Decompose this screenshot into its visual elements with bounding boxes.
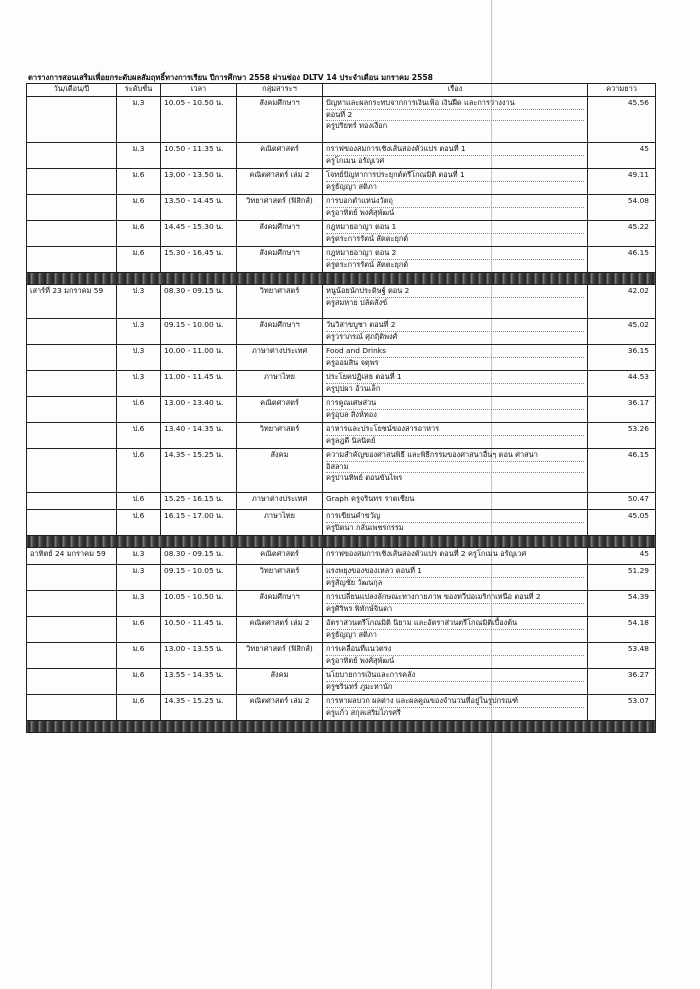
- level-cell: ม.3: [117, 565, 161, 591]
- topic-line: ครูปิตนา กลั่นเพชรกรรม: [326, 522, 404, 532]
- topic-line: ครูแก้ว สกุลเสริมไกรศรี: [326, 707, 401, 717]
- level-cell: ม.6: [117, 221, 161, 247]
- date-cell: [27, 643, 117, 669]
- table-row: [27, 319, 656, 345]
- level-cell: ม.6: [117, 643, 161, 669]
- topic-line: อิสลาม: [326, 462, 584, 474]
- date-cell: [27, 695, 117, 721]
- subject-cell: คณิตศาสตร์: [237, 397, 323, 423]
- topic-cell: [323, 643, 588, 669]
- length-cell: 49.11: [588, 169, 656, 195]
- length-cell: 36.17: [588, 397, 656, 423]
- subject-cell: สังคม: [237, 669, 323, 695]
- date-cell: [27, 345, 117, 371]
- level-cell: ม.6: [117, 695, 161, 721]
- level-cell: ป.3: [117, 319, 161, 345]
- time-cell: 15.25 - 16.15 น.: [161, 493, 237, 510]
- time-cell: 13.00 - 13.40 น.: [161, 397, 237, 423]
- length-cell: 45.56: [588, 97, 656, 143]
- table-row: [27, 643, 656, 669]
- date-cell: [27, 143, 117, 169]
- time-cell: 09.15 - 10.05 น.: [161, 565, 237, 591]
- topic-line: ครูออมสิน จตุพร: [326, 357, 379, 367]
- topic-cell: [323, 548, 588, 565]
- topic-line: ครูวราภรณ์ ศุภฤิติพงศ์: [326, 331, 398, 341]
- length-cell: 46.15: [588, 247, 656, 273]
- level-cell: ป.6: [117, 397, 161, 423]
- length-cell: 46.15: [588, 449, 656, 493]
- table-row: [27, 371, 656, 397]
- topic-cell: [323, 591, 588, 617]
- time-cell: 10.05 - 10.50 น.: [161, 97, 237, 143]
- topic-line: ครูธัญญา สติภา: [326, 181, 377, 191]
- topic-cell: [323, 669, 588, 695]
- separator-cell: [27, 536, 656, 548]
- topic-cell: [323, 247, 588, 273]
- time-cell: 15.30 - 16.45 น.: [161, 247, 237, 273]
- table-row: [27, 493, 656, 510]
- subject-cell: ภาษาไทย: [237, 510, 323, 536]
- time-cell: 14.35 - 15.25 น.: [161, 695, 237, 721]
- time-cell: 16.15 - 17.00 น.: [161, 510, 237, 536]
- subject-cell: วิทยาศาสตร์ (ฟิสิกส์): [237, 195, 323, 221]
- topic-line: ครูลฎดี นิลนิตย์: [326, 435, 376, 445]
- length-cell: 53.26: [588, 423, 656, 449]
- day-separator-band: [27, 536, 656, 548]
- date-cell: [27, 247, 117, 273]
- time-cell: 13.50 - 14.45 น.: [161, 195, 237, 221]
- topic-line: ครูอาทิตย์ พงศ์สุพัฒน์: [326, 655, 395, 665]
- subject-cell: สังคม: [237, 449, 323, 493]
- separator-cell: [27, 273, 656, 285]
- level-cell: ม.6: [117, 617, 161, 643]
- page-title: ตารางการสอนเสริมเพื่อยกระดับผลสัมฤทธิ์ทางการเรียน ปีการศึกษา 2558 ผ่านช่อง DLTV 14 ประจำเดือน มกราคม 2558: [28, 73, 433, 82]
- date-cell: [27, 591, 117, 617]
- subject-cell: ภาษาต่างประเทศ: [237, 345, 323, 371]
- length-cell: 54.18: [588, 617, 656, 643]
- column-header-subject: กลุ่มสาระฯ: [237, 84, 323, 97]
- length-cell: 45: [588, 548, 656, 565]
- table-row: [27, 285, 656, 319]
- topic-line: อาหารและประโยชน์ของสารอาหาร: [326, 424, 584, 436]
- column-header-length: ความยาว: [588, 84, 656, 97]
- level-cell: ม.6: [117, 669, 161, 695]
- table-row: [27, 423, 656, 449]
- schedule-table: [26, 83, 656, 733]
- length-cell: 45.02: [588, 319, 656, 345]
- subject-cell: คณิตศาสตร์ เล่ม 2: [237, 695, 323, 721]
- topic-cell: [323, 371, 588, 397]
- time-cell: 10.50 - 11.45 น.: [161, 617, 237, 643]
- topic-line: ครูสัญชัย วัฒนกุล: [326, 577, 383, 587]
- table-row: [27, 449, 656, 493]
- table-row: [27, 195, 656, 221]
- day-separator-band: [27, 721, 656, 733]
- subject-cell: คณิตศาสตร์: [237, 548, 323, 565]
- table-row: [27, 510, 656, 536]
- date-cell: [27, 669, 117, 695]
- date-cell: [27, 449, 117, 493]
- table-row: [27, 97, 656, 143]
- subject-cell: วิทยาศาสตร์ (ฟิสิกส์): [237, 643, 323, 669]
- subject-cell: สังคมศึกษาฯ: [237, 221, 323, 247]
- separator-cell: [27, 721, 656, 733]
- topic-line: ปัญหาและผลกระทบจากการเงินเฟ้อ เงินฝืด และการว่างงาน: [326, 98, 584, 110]
- level-cell: ป.6: [117, 423, 161, 449]
- topic-line: วันวิสาขบูชา ตอนที่ 2: [326, 320, 584, 332]
- topic-line: กราฟของสมการเชิงเส้นสองตัวแปร ตอนที่ 1: [326, 144, 584, 156]
- subject-cell: สังคมศึกษาฯ: [237, 591, 323, 617]
- level-cell: ม.6: [117, 195, 161, 221]
- topic-line: การเขียนคำขวัญ: [326, 511, 584, 523]
- length-cell: 53.07: [588, 695, 656, 721]
- topic-cell: [323, 221, 588, 247]
- topic-line: การหาผลบวก ผลต่าง และผลคูณของจำนวนที่อยู่ในรูปกรณฑ์: [326, 696, 584, 708]
- table-row: [27, 221, 656, 247]
- time-cell: 14.45 - 15.30 น.: [161, 221, 237, 247]
- length-cell: 36.15: [588, 345, 656, 371]
- topic-line: กฎหมายอาญา ตอน 1: [326, 222, 584, 234]
- topic-line: ประโยคปฏิเสธ ตอนที่ 1: [326, 372, 584, 384]
- table-row: [27, 169, 656, 195]
- length-cell: 44.53: [588, 371, 656, 397]
- time-cell: 08.30 - 09.15 น.: [161, 285, 237, 319]
- time-cell: 13.00 - 13.55 น.: [161, 643, 237, 669]
- topic-cell: [323, 285, 588, 319]
- level-cell: ม.6: [117, 169, 161, 195]
- table-row: [27, 397, 656, 423]
- topic-cell: [323, 397, 588, 423]
- topic-cell: [323, 493, 588, 510]
- topic-line: กราฟของสมการเชิงเส้นสองตัวแปร ตอนที่ 2 ครูโกเมน อรัญเวศ: [326, 549, 527, 558]
- topic-cell: [323, 449, 588, 493]
- subject-cell: ภาษาต่างประเทศ: [237, 493, 323, 510]
- topic-line: ความสำคัญของศาสนพิธี และพิธีกรรมของศาสนาอื่นๆ ตอน ศาสนา: [326, 450, 584, 462]
- time-cell: 11.00 - 11.45 น.: [161, 371, 237, 397]
- date-cell: เสาร์ที่ 23 มกราคม 59: [27, 285, 117, 319]
- time-cell: 09.15 - 10.00 น.: [161, 319, 237, 345]
- length-cell: 45: [588, 143, 656, 169]
- date-cell: [27, 423, 117, 449]
- table-row: [27, 143, 656, 169]
- level-cell: ม.6: [117, 247, 161, 273]
- subject-cell: สังคมศึกษาฯ: [237, 97, 323, 143]
- topic-cell: [323, 345, 588, 371]
- topic-cell: [323, 97, 588, 143]
- subject-cell: วิทยาศาสตร์: [237, 285, 323, 319]
- table-row: [27, 695, 656, 721]
- column-header-date: วัน/เดือน/ปี: [27, 84, 117, 97]
- level-cell: ป.6: [117, 493, 161, 510]
- table-header-row: [27, 84, 656, 97]
- topic-line: Food and Drinks: [326, 346, 584, 358]
- length-cell: 50.47: [588, 493, 656, 510]
- topic-cell: [323, 319, 588, 345]
- length-cell: 45.22: [588, 221, 656, 247]
- topic-line: ครูโกเมน อรัญเวศ: [326, 155, 385, 165]
- date-cell: [27, 397, 117, 423]
- topic-line: ครูตระการรัตน์ สัตตะยุกต์: [326, 233, 409, 243]
- column-header-time: เวลา: [161, 84, 237, 97]
- level-cell: ป.6: [117, 510, 161, 536]
- subject-cell: สังคมศึกษาฯ: [237, 247, 323, 273]
- time-cell: 13.00 - 13.50 น.: [161, 169, 237, 195]
- subject-cell: วิทยาศาสตร์: [237, 565, 323, 591]
- date-cell: [27, 221, 117, 247]
- date-cell: [27, 371, 117, 397]
- table-row: [27, 591, 656, 617]
- day-separator-band: [27, 273, 656, 285]
- level-cell: ม.3: [117, 97, 161, 143]
- topic-line: ครูปานทิพย์ ตอนขันไพร: [326, 473, 403, 483]
- length-cell: 36.27: [588, 669, 656, 695]
- topic-line: ครูธัญญา สติภา: [326, 629, 377, 639]
- length-cell: 54.39: [588, 591, 656, 617]
- date-cell: [27, 617, 117, 643]
- table-row: [27, 345, 656, 371]
- column-header-topic: เรื่อง: [323, 84, 588, 97]
- topic-line: ครูปริยทร์ ทองเงือก: [326, 121, 388, 131]
- time-cell: 10.00 - 11.00 น.: [161, 345, 237, 371]
- topic-line: โจทย์ปัญหาการประยุกต์ตรีโกณมิติ ตอนที่ 1: [326, 170, 584, 182]
- topic-line: ครูศิริพร พิทักษ์จินดา: [326, 603, 393, 613]
- date-cell: อาทิตย์ 24 มกราคม 59: [27, 548, 117, 565]
- length-cell: 53.48: [588, 643, 656, 669]
- time-cell: 08.30 - 09.15 น.: [161, 548, 237, 565]
- time-cell: 14.35 - 15.25 น.: [161, 449, 237, 493]
- topic-cell: [323, 695, 588, 721]
- level-cell: ป.3: [117, 345, 161, 371]
- topic-line: การเคลื่อนที่แนวตรง: [326, 644, 584, 656]
- date-cell: [27, 97, 117, 143]
- topic-cell: [323, 423, 588, 449]
- table-row: [27, 548, 656, 565]
- topic-line: ครูอุบล สิงห์ทอง: [326, 409, 377, 419]
- date-cell: [27, 319, 117, 345]
- subject-cell: วิทยาศาสตร์: [237, 423, 323, 449]
- topic-line: อัตราส่วนตรีโกณมิติ นิยาม และอัตราส่วนตรีโกณมิติเบื้องต้น: [326, 618, 584, 630]
- subject-cell: คณิตศาสตร์: [237, 143, 323, 169]
- table-row: [27, 669, 656, 695]
- date-cell: [27, 510, 117, 536]
- level-cell: ม.3: [117, 548, 161, 565]
- topic-cell: [323, 195, 588, 221]
- level-cell: ป.3: [117, 371, 161, 397]
- length-cell: 45.05: [588, 510, 656, 536]
- topic-line: การเปลี่ยนแปลงลักษณะทางกายภาพ ของทวีปอเมริกาเหนือ ตอนที่ 2: [326, 592, 584, 604]
- length-cell: 51.29: [588, 565, 656, 591]
- level-cell: ป.3: [117, 285, 161, 319]
- topic-cell: [323, 565, 588, 591]
- topic-line: ครูชรินทร์ ภูมะหานัก: [326, 681, 393, 691]
- table-row: [27, 565, 656, 591]
- column-header-level: ระดับชั้น: [117, 84, 161, 97]
- topic-line: แรงพยุงของของเหลว ตอนที่ 1: [326, 566, 584, 578]
- table-row: [27, 617, 656, 643]
- date-cell: [27, 169, 117, 195]
- topic-cell: [323, 510, 588, 536]
- topic-line: การบอกตำแหน่งวัตถุ: [326, 196, 584, 208]
- level-cell: ม.3: [117, 591, 161, 617]
- schedule-body: [27, 97, 656, 733]
- topic-line: ครูตระการรัตน์ สัตตะยุกต์: [326, 259, 409, 269]
- date-cell: [27, 565, 117, 591]
- length-cell: 54.08: [588, 195, 656, 221]
- subject-cell: คณิตศาสตร์ เล่ม 2: [237, 617, 323, 643]
- subject-cell: สังคมศึกษาฯ: [237, 319, 323, 345]
- topic-line: ครูอาทิตย์ พงศ์สุพัฒน์: [326, 207, 395, 217]
- time-cell: 10.05 - 10.50 น.: [161, 591, 237, 617]
- table-row: [27, 247, 656, 273]
- topic-cell: [323, 169, 588, 195]
- topic-cell: [323, 617, 588, 643]
- date-cell: [27, 195, 117, 221]
- subject-cell: คณิตศาสตร์ เล่ม 2: [237, 169, 323, 195]
- time-cell: 13.55 - 14.35 น.: [161, 669, 237, 695]
- date-cell: [27, 493, 117, 510]
- topic-line: หนูน้อยนักประดิษฐ์ ตอน 2: [326, 286, 584, 298]
- time-cell: 10.50 - 11.35 น.: [161, 143, 237, 169]
- topic-line: ตอนที่ 2: [326, 110, 584, 122]
- topic-cell: [323, 143, 588, 169]
- topic-line: ครูปุปผา อ้วนเล็ก: [326, 383, 381, 393]
- level-cell: ป.6: [117, 449, 161, 493]
- level-cell: ม.3: [117, 143, 161, 169]
- topic-line: ครูสมหาย ปลัดสังข์: [326, 297, 388, 307]
- subject-cell: ภาษาไทย: [237, 371, 323, 397]
- time-cell: 13.40 - 14.35 น.: [161, 423, 237, 449]
- length-cell: 42.02: [588, 285, 656, 319]
- topic-line: Graph ครูจรินทร ราตเชียน: [326, 494, 415, 503]
- topic-line: นโยบายการเงินและการคลัง: [326, 670, 584, 682]
- topic-line: กฎหมายอาญา ตอน 2: [326, 248, 584, 260]
- topic-line: การคูณเศษส่วน: [326, 398, 584, 410]
